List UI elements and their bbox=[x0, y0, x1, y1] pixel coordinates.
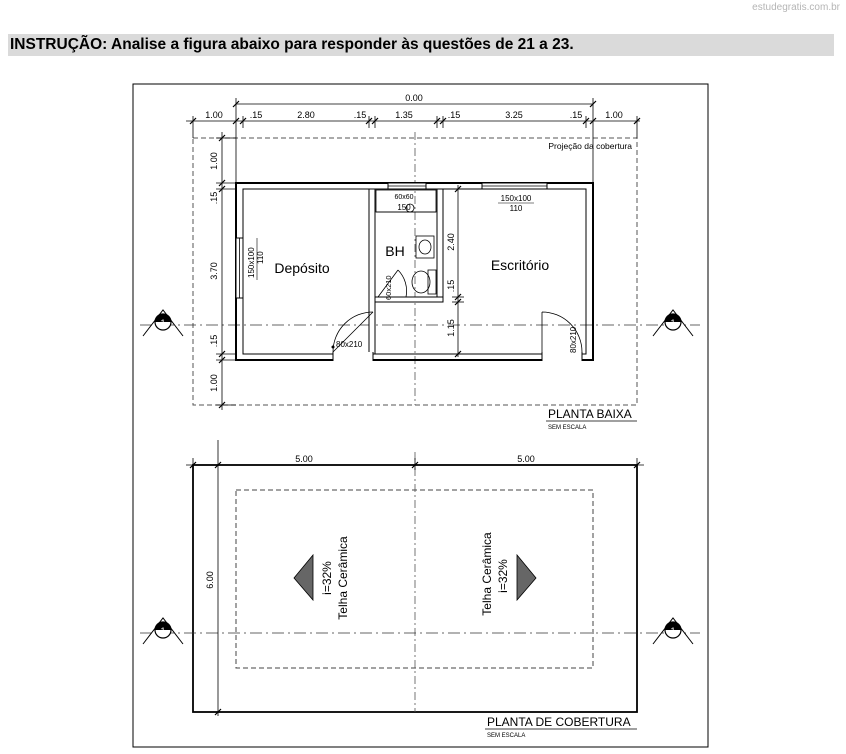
roof-plan-title: PLANTA DE COBERTURA bbox=[487, 715, 631, 729]
window-sill-escritorio: 110 bbox=[509, 204, 523, 213]
room-label-bh: BH bbox=[385, 243, 405, 259]
dim-inner-1: .15 bbox=[446, 279, 456, 293]
watermark: estudegratis.com.br bbox=[752, 2, 840, 13]
dim-inner-0: 2.40 bbox=[446, 233, 456, 251]
window-deposito bbox=[236, 238, 243, 298]
window-label-escritorio: 150x100 bbox=[500, 194, 532, 203]
door-label-bh: 60x210 bbox=[384, 275, 393, 300]
window-label-bh: 60x60 bbox=[394, 194, 414, 201]
window-sill-deposito: 110 bbox=[256, 251, 265, 264]
dim-top-2: 2.80 bbox=[297, 110, 315, 120]
window-escritorio bbox=[482, 183, 547, 189]
section-marker-number: 1 bbox=[160, 626, 166, 636]
section-marker-left-roof bbox=[143, 618, 183, 644]
slope-label-right: i=32% bbox=[496, 559, 510, 593]
slope-label-left: i=32% bbox=[320, 561, 334, 595]
window-bh bbox=[388, 183, 426, 189]
instruction-header: INSTRUÇÃO: Analise a figura abaixo para responder às questões de 21 a 23. bbox=[8, 34, 834, 56]
floor-plan bbox=[140, 93, 700, 431]
door-label-escritorio: 80x210 bbox=[569, 326, 578, 353]
roof-dim-top-1: 5.00 bbox=[517, 454, 535, 464]
room-label-deposito: Depósito bbox=[274, 260, 330, 276]
dim-total-plan: 0.00 bbox=[405, 93, 423, 103]
roof-dim-top-0: 5.00 bbox=[295, 454, 313, 464]
section-marker-right-roof bbox=[653, 618, 693, 644]
slope-arrow-right bbox=[517, 555, 536, 600]
door-opening-deposito bbox=[333, 352, 373, 361]
window-label-deposito: 150x100 bbox=[247, 247, 256, 278]
material-label-right: Telha Cerâmica bbox=[480, 532, 494, 616]
dim-top-8: 1.00 bbox=[605, 110, 623, 120]
toilet bbox=[412, 270, 436, 294]
roof-dim-left: 6.00 bbox=[205, 571, 215, 589]
dim-inner-2: 1.15 bbox=[446, 319, 456, 337]
wall-bh-escritorio bbox=[437, 189, 443, 297]
section-marker-right-plan bbox=[653, 310, 693, 336]
roof-projection-label: Projeção da cobertura bbox=[548, 141, 632, 151]
dim-top-7: .15 bbox=[569, 110, 583, 120]
roof-plan-subtitle: SEM ESCALA bbox=[487, 733, 526, 739]
plan-subtitle: SEM ESCALA bbox=[548, 425, 587, 431]
dim-left-3: .15 bbox=[209, 334, 219, 348]
dim-top-3: .15 bbox=[353, 110, 367, 120]
window-sill-bh: 150 bbox=[397, 203, 411, 212]
section-marker-number: 1 bbox=[670, 626, 676, 636]
dim-left-0: 1.00 bbox=[209, 152, 219, 170]
dimensions-left-plan bbox=[216, 132, 236, 410]
sink bbox=[416, 236, 434, 258]
door-label-deposito: 80x210 bbox=[336, 340, 363, 349]
dim-top-4: 1.35 bbox=[395, 110, 413, 120]
dim-top-1: .15 bbox=[249, 110, 263, 120]
dim-top-5: .15 bbox=[447, 110, 461, 120]
section-marker-left-plan bbox=[143, 310, 183, 336]
dim-top-0: 1.00 bbox=[205, 110, 223, 120]
dim-left-1: .15 bbox=[209, 191, 219, 205]
slope-arrow-left bbox=[294, 555, 313, 600]
wall-deposito-bh bbox=[369, 189, 375, 354]
door-marker-deposito bbox=[332, 346, 335, 349]
building-outline-dashed bbox=[236, 490, 593, 668]
material-label-left: Telha Cerâmica bbox=[336, 536, 350, 620]
dim-top-6: 3.25 bbox=[505, 110, 523, 120]
dim-left-2: 3.70 bbox=[209, 262, 219, 280]
roof-plan bbox=[140, 440, 700, 739]
section-marker-number: 1 bbox=[160, 318, 166, 328]
plan-title: PLANTA BAIXA bbox=[548, 407, 632, 421]
room-label-escritorio: Escritório bbox=[490, 257, 550, 273]
section-marker-number: 1 bbox=[670, 318, 676, 328]
dim-left-4: 1.00 bbox=[209, 374, 219, 392]
